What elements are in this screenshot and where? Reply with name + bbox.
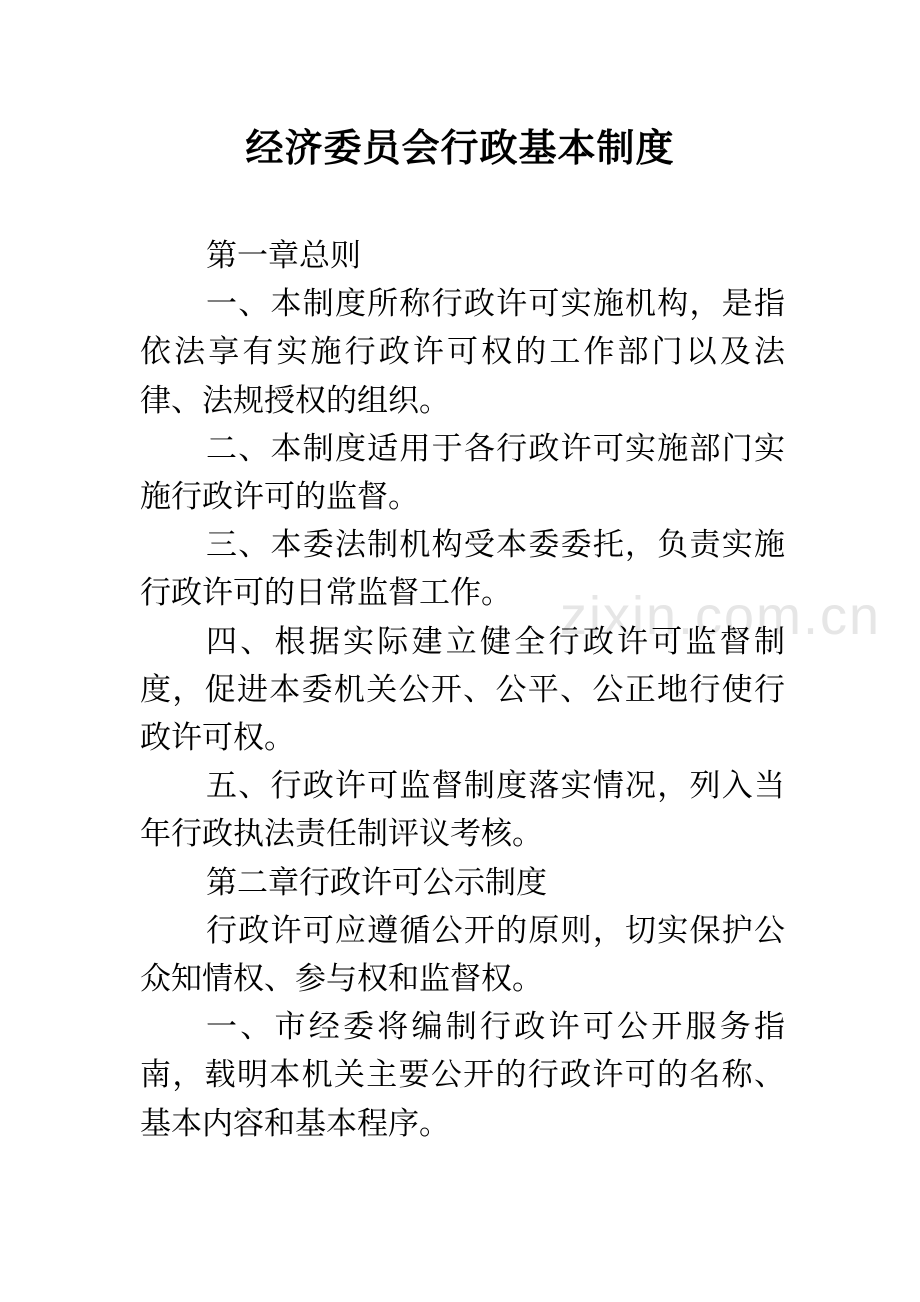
paragraph: 四、根据实际建立健全行政许可监督制度，促进本委机关公开、公平、公正地行使行政许可权。 [140,623,785,757]
paragraph: 一、市经委将编制行政许可公开服务指南，载明本机关主要公开的行政许可的名称、基本内容和基本程序。 [140,1009,785,1142]
chapter-heading: 第二章行政许可公示制度 [206,864,547,901]
chapter-heading: 第一章总则 [206,238,361,274]
paragraph: 一、本制度所称行政许可实施机构，是指依法享有实施行政许可权的工作部门以及法律、法规授权的组织。 [140,286,785,419]
document-title: 经济委员会行政基本制度 [245,125,675,170]
paragraph: 行政许可应遵循公开的原则，切实保护公众知情权、参与权和监督权。 [140,912,785,998]
paragraph: 三、本委法制机构受本委委托，负责实施行政许可的日常监督工作。 [140,527,785,612]
document-body [140,232,785,1148]
paragraph: 五、行政许可监督制度落实情况，列入当年行政执法责任制评议考核。 [140,768,785,853]
paragraph: 二、本制度适用于各行政许可实施部门实施行政许可的监督。 [140,430,785,516]
watermark: zixin.com.cn [560,586,882,646]
